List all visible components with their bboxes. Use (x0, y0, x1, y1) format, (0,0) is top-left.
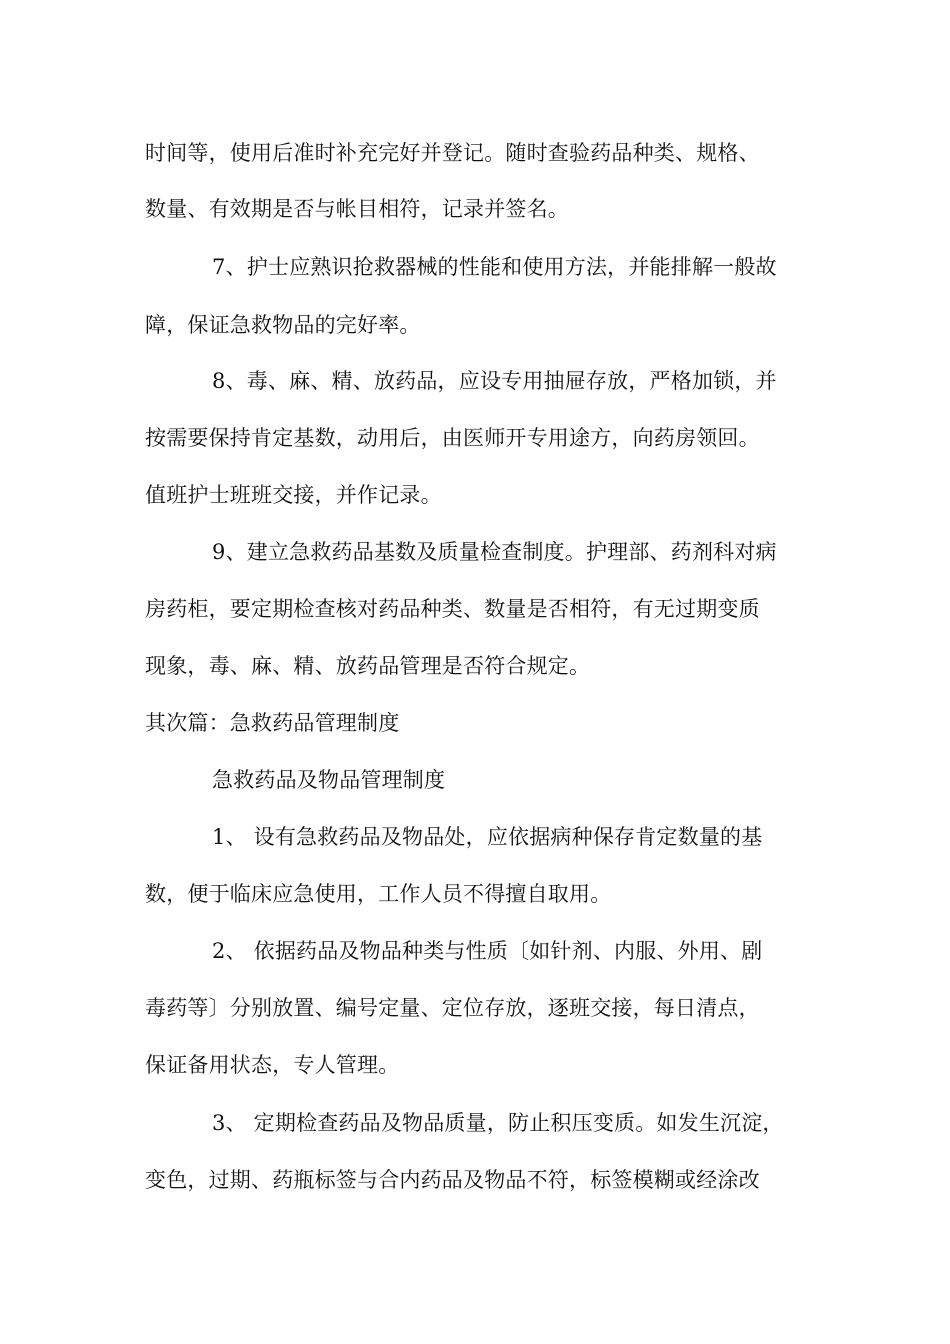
text-line: 按需要保持肯定基数，动用后，由医师开专用途方，向药房领回。 (145, 426, 760, 450)
text-line: 9、建立急救药品基数及质量检查制度。护理部、药剂科对病 (212, 540, 777, 564)
text-line: 3、 定期检查药品及物品质量，防止积压变质。如发生沉淀， (212, 1111, 784, 1135)
text-line: 数，便于临床应急使用，工作人员不得擅自取用。 (145, 882, 612, 906)
text-line: 保证备用状态，专人管理。 (145, 1053, 400, 1077)
text-line: 数量、有效期是否与帐目相符，记录并签名。 (145, 197, 569, 221)
text-line: 障，保证急救物品的完好率。 (145, 313, 421, 337)
text-line: 2、 依据药品及物品种类与性质〔如针剂、内服、外用、剧 (212, 939, 763, 963)
text-line: 值班护士班班交接，并作记录。 (145, 483, 442, 507)
text-line: 房药柜，要定期检查核对药品种类、数量是否相符，有无过期变质 (145, 597, 760, 621)
text-line: 8、毒、麻、精、放药品，应设专用抽屉存放，严格加锁，并 (212, 369, 777, 393)
text-line: 变色，过期、药瓶标签与合内药品及物品不符，标签模糊或经涂改 (145, 1168, 760, 1192)
text-line: 毒药等〕分别放置、编号定量、定位存放，逐班交接，每日清点， (145, 996, 760, 1020)
section-heading: 其次篇：急救药品管理制度 (145, 711, 400, 735)
text-line: 1、 设有急救药品及物品处，应依据病种保存肯定数量的基 (212, 825, 763, 849)
text-line: 时间等，使用后准时补充完好并登记。随时查验药品种类、规格、 (145, 141, 760, 165)
text-line: 现象，毒、麻、精、放药品管理是否符合规定。 (145, 654, 591, 678)
subheading: 急救药品及物品管理制度 (212, 768, 446, 792)
text-line: 7、护士应熟识抢救器械的性能和使用方法，并能排解一般故 (212, 255, 777, 279)
